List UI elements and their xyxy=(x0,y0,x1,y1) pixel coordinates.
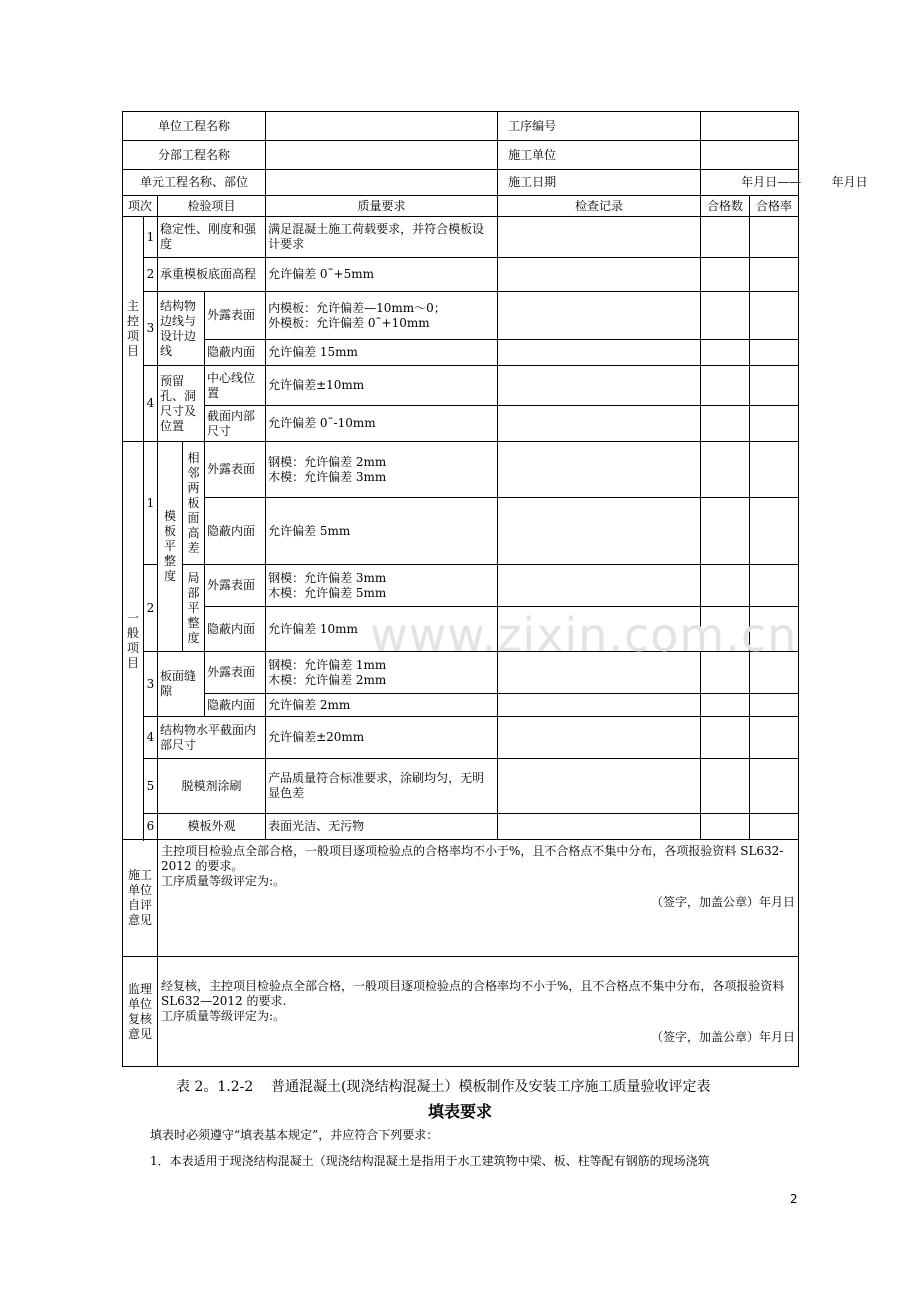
construction-unit-label: 施工单位 xyxy=(498,141,701,170)
inspection-record-cell[interactable] xyxy=(498,217,701,258)
table-row xyxy=(123,217,799,258)
inspection-record-cell[interactable] xyxy=(498,717,701,759)
sub-item: 隐蔽内面 xyxy=(205,694,266,717)
inspection-item: 结构物水平截面内部尺寸 xyxy=(158,717,266,759)
sub-item: 外露表面 xyxy=(205,442,266,498)
item-no: 1 xyxy=(144,442,158,565)
sub-project-name-label: 分部工程名称 xyxy=(123,141,266,170)
inspection-item: 脱模剂涂刷 xyxy=(158,759,266,814)
pass-rate-cell[interactable] xyxy=(750,442,799,498)
self-opinion-text: 主控项目检验点全部合格，一般项目逐项检验点的合格率均不小于%，且不合格点不集中分布，各项报验资料 SL632-2012 的要求。 xyxy=(161,844,784,873)
sub-group: 局部平整度 xyxy=(183,565,205,652)
sub-item: 外露表面 xyxy=(205,292,266,340)
inspection-record-cell[interactable] xyxy=(498,694,701,717)
table-row xyxy=(123,340,799,366)
supervisor-grade-text: 工序质量等级评定为:。 xyxy=(161,1009,286,1023)
inspection-record-cell[interactable] xyxy=(498,498,701,565)
qualified-count-cell[interactable] xyxy=(701,340,750,366)
quality-requirement: 满足混凝土施工荷载要求，并符合模板设计要求 xyxy=(266,217,498,258)
pass-rate-cell[interactable] xyxy=(750,292,799,340)
element-project-name-value[interactable] xyxy=(266,170,498,196)
requirement-line: 内模板：允许偏差—10mm～0； xyxy=(268,300,446,315)
inspection-item: 承重模板底面高程 xyxy=(158,258,266,292)
inspection-item: 预留孔、洞尺寸及位置 xyxy=(158,366,205,442)
quality-requirement: 允许偏差 5mm xyxy=(266,498,498,565)
quality-requirement: 允许偏差 10mm xyxy=(266,607,498,652)
general-items-label: 一般项目 xyxy=(123,442,144,840)
item-no: 6 xyxy=(144,814,158,840)
self-signature-line: （签字，加盖公章）年月日 xyxy=(651,895,796,909)
sub-item: 隐蔽内面 xyxy=(205,607,266,652)
pass-rate-cell[interactable] xyxy=(750,340,799,366)
requirements-item-1: 1．本表适用于现浇结构混凝土（现浇结构混凝土是指用于水工建筑物中梁、板、柱等配有钢筋的现场浇筑 xyxy=(150,1154,710,1168)
item-no: 1 xyxy=(144,217,158,258)
supervisor-opinion-label: 监理单位复核意见 xyxy=(123,957,158,1067)
requirements-intro: 填表时必须遵守“填表基本规定”，并应符合下列要求： xyxy=(150,1128,439,1142)
qualified-count-cell[interactable] xyxy=(701,292,750,340)
table-row xyxy=(123,258,799,292)
sub-item: 中心线位置 xyxy=(205,366,266,406)
pass-rate-cell[interactable] xyxy=(750,694,799,717)
item-no: 3 xyxy=(144,652,158,717)
evaluation-table xyxy=(122,111,868,1067)
sub-group: 相邻两板面高差 xyxy=(183,442,205,565)
qualified-count-cell[interactable] xyxy=(701,442,750,498)
self-opinion-row xyxy=(123,840,799,957)
unit-project-name-value[interactable] xyxy=(266,112,498,141)
quality-requirement: 允许偏差±10mm xyxy=(266,366,498,406)
requirement-line: 外模板：允许偏差 0˜+10mm xyxy=(268,315,430,330)
construction-date-value[interactable]: 年月日—— 年月日 xyxy=(701,170,799,196)
process-no-label: 工序编号 xyxy=(498,112,701,141)
col-quality-requirement: 质量要求 xyxy=(266,196,498,217)
inspection-record-cell[interactable] xyxy=(498,406,701,442)
requirements-title: 填表要求 xyxy=(427,1102,492,1121)
quality-requirement: 允许偏差 0˜+5mm xyxy=(266,258,498,292)
quality-requirement: 允许偏差±20mm xyxy=(266,717,498,759)
pass-rate-cell[interactable] xyxy=(750,258,799,292)
pass-rate-cell[interactable] xyxy=(750,565,799,607)
sub-item: 外露表面 xyxy=(205,565,266,607)
table-row xyxy=(123,814,799,840)
qualified-count-cell[interactable] xyxy=(701,694,750,717)
inspection-record-cell[interactable] xyxy=(498,258,701,292)
qualified-count-cell[interactable] xyxy=(701,366,750,406)
inspection-item: 板面缝隙 xyxy=(158,652,205,717)
table-row xyxy=(123,292,799,340)
inspection-record-cell[interactable] xyxy=(498,340,701,366)
table-row xyxy=(123,694,799,717)
supervisor-signature-line: （签字，加盖公章）年月日 xyxy=(651,1030,796,1044)
table-caption: 表 2。1.2-2 普通混凝土(现浇结构混凝土）模板制作及安装工序施工质量验收评定表 xyxy=(176,1079,711,1095)
requirement-line: 木模：允许偏差 3mm xyxy=(268,469,387,484)
column-header-row xyxy=(123,196,799,217)
requirement-line: 钢模：允许偏差 2mm xyxy=(268,454,387,469)
table-row xyxy=(123,717,799,759)
item-no: 4 xyxy=(144,717,158,759)
element-project-name-label: 单元工程名称、部位 xyxy=(123,170,266,196)
quality-requirement xyxy=(266,565,498,607)
supervisor-opinion-text: 经复核，主控项目检验点全部合格，一般项目逐项检验点的合格率均不小于%，且不合格点不集中分布，各项报验资料 SL632—2012 的要求. xyxy=(161,979,785,1008)
inspection-record-cell[interactable] xyxy=(498,565,701,607)
qualified-count-cell[interactable] xyxy=(701,258,750,292)
sub-project-name-value[interactable] xyxy=(266,141,498,170)
sub-item: 隐蔽内面 xyxy=(205,498,266,565)
sub-item: 截面内部尺寸 xyxy=(205,406,266,442)
table-row xyxy=(123,442,799,498)
pass-rate-cell[interactable] xyxy=(750,366,799,406)
qualified-count-cell[interactable] xyxy=(701,565,750,607)
requirement-line: 钢模：允许偏差 1mm xyxy=(268,657,387,672)
requirement-line: 木模：允许偏差 2mm xyxy=(268,672,387,687)
col-inspection-record: 检查记录 xyxy=(498,196,701,217)
col-item-no: 项次 xyxy=(123,196,158,217)
unit-project-name-label: 单位工程名称 xyxy=(123,112,266,141)
col-pass-rate: 合格率 xyxy=(750,196,799,217)
main-items-label: 主控项目 xyxy=(123,217,144,442)
col-inspection-item: 检验项目 xyxy=(158,196,266,217)
sub-item: 隐蔽内面 xyxy=(205,340,266,366)
inspection-record-cell[interactable] xyxy=(498,814,701,840)
inspection-item: 稳定性、刚度和强度 xyxy=(158,217,266,258)
pass-rate-cell[interactable] xyxy=(750,217,799,258)
item-no: 2 xyxy=(144,565,158,652)
qualified-count-cell[interactable] xyxy=(701,406,750,442)
pass-rate-cell[interactable] xyxy=(750,814,799,840)
quality-requirement xyxy=(266,442,498,498)
supervisor-opinion-row xyxy=(123,957,799,1067)
construction-date-label: 施工日期 xyxy=(498,170,701,196)
table-row xyxy=(123,759,799,814)
pass-rate-cell[interactable] xyxy=(750,717,799,759)
inspection-item: 模板平整度 xyxy=(158,442,183,652)
header-row xyxy=(123,170,799,196)
qualified-count-cell[interactable] xyxy=(701,814,750,840)
quality-requirement: 表面光洁、无污物 xyxy=(266,814,498,840)
table-row xyxy=(123,406,799,442)
pass-rate-cell[interactable] xyxy=(750,759,799,814)
quality-requirement: 允许偏差 0˜-10mm xyxy=(266,406,498,442)
watermark: www.zixin.com.cn xyxy=(370,608,798,662)
item-no: 4 xyxy=(144,366,158,442)
page-number: 2 xyxy=(790,1192,798,1206)
table-row xyxy=(123,366,799,406)
table-row xyxy=(123,565,799,607)
header-row xyxy=(123,141,799,170)
inspection-item: 模板外观 xyxy=(158,814,266,840)
requirement-line: 钢模：允许偏差 3mm xyxy=(268,570,387,585)
construction-unit-value[interactable] xyxy=(701,141,799,170)
header-row xyxy=(123,112,799,141)
requirement-line: 木模：允许偏差 5mm xyxy=(268,585,387,600)
self-opinion-label: 施工单位自评意见 xyxy=(123,840,158,957)
quality-requirement: 产品质量符合标准要求，涂刷均匀，无明显色差 xyxy=(266,759,498,814)
sub-item: 外露表面 xyxy=(205,652,266,694)
pass-rate-cell[interactable] xyxy=(750,406,799,442)
self-opinion-content[interactable] xyxy=(158,840,799,957)
item-no: 2 xyxy=(144,258,158,292)
table-row xyxy=(123,498,799,565)
process-no-value[interactable] xyxy=(701,112,799,141)
self-grade-text: 工序质量等级评定为:。 xyxy=(161,874,286,888)
quality-requirement xyxy=(266,292,498,340)
inspection-record-cell[interactable] xyxy=(498,759,701,814)
qualified-count-cell[interactable] xyxy=(701,717,750,759)
pass-rate-cell[interactable] xyxy=(750,498,799,565)
inspection-record-cell[interactable] xyxy=(498,366,701,406)
inspection-record-cell[interactable] xyxy=(498,442,701,498)
inspection-item: 结构物边线与设计边线 xyxy=(158,292,205,366)
qualified-count-cell[interactable] xyxy=(701,759,750,814)
item-no: 3 xyxy=(144,292,158,366)
inspection-record-cell[interactable] xyxy=(498,292,701,340)
supervisor-opinion-content[interactable] xyxy=(158,957,799,1067)
quality-requirement: 允许偏差 15mm xyxy=(266,340,498,366)
qualified-count-cell[interactable] xyxy=(701,217,750,258)
col-qualified-count: 合格数 xyxy=(701,196,750,217)
quality-requirement: 允许偏差 2mm xyxy=(266,694,498,717)
qualified-count-cell[interactable] xyxy=(701,498,750,565)
item-no: 5 xyxy=(144,759,158,814)
